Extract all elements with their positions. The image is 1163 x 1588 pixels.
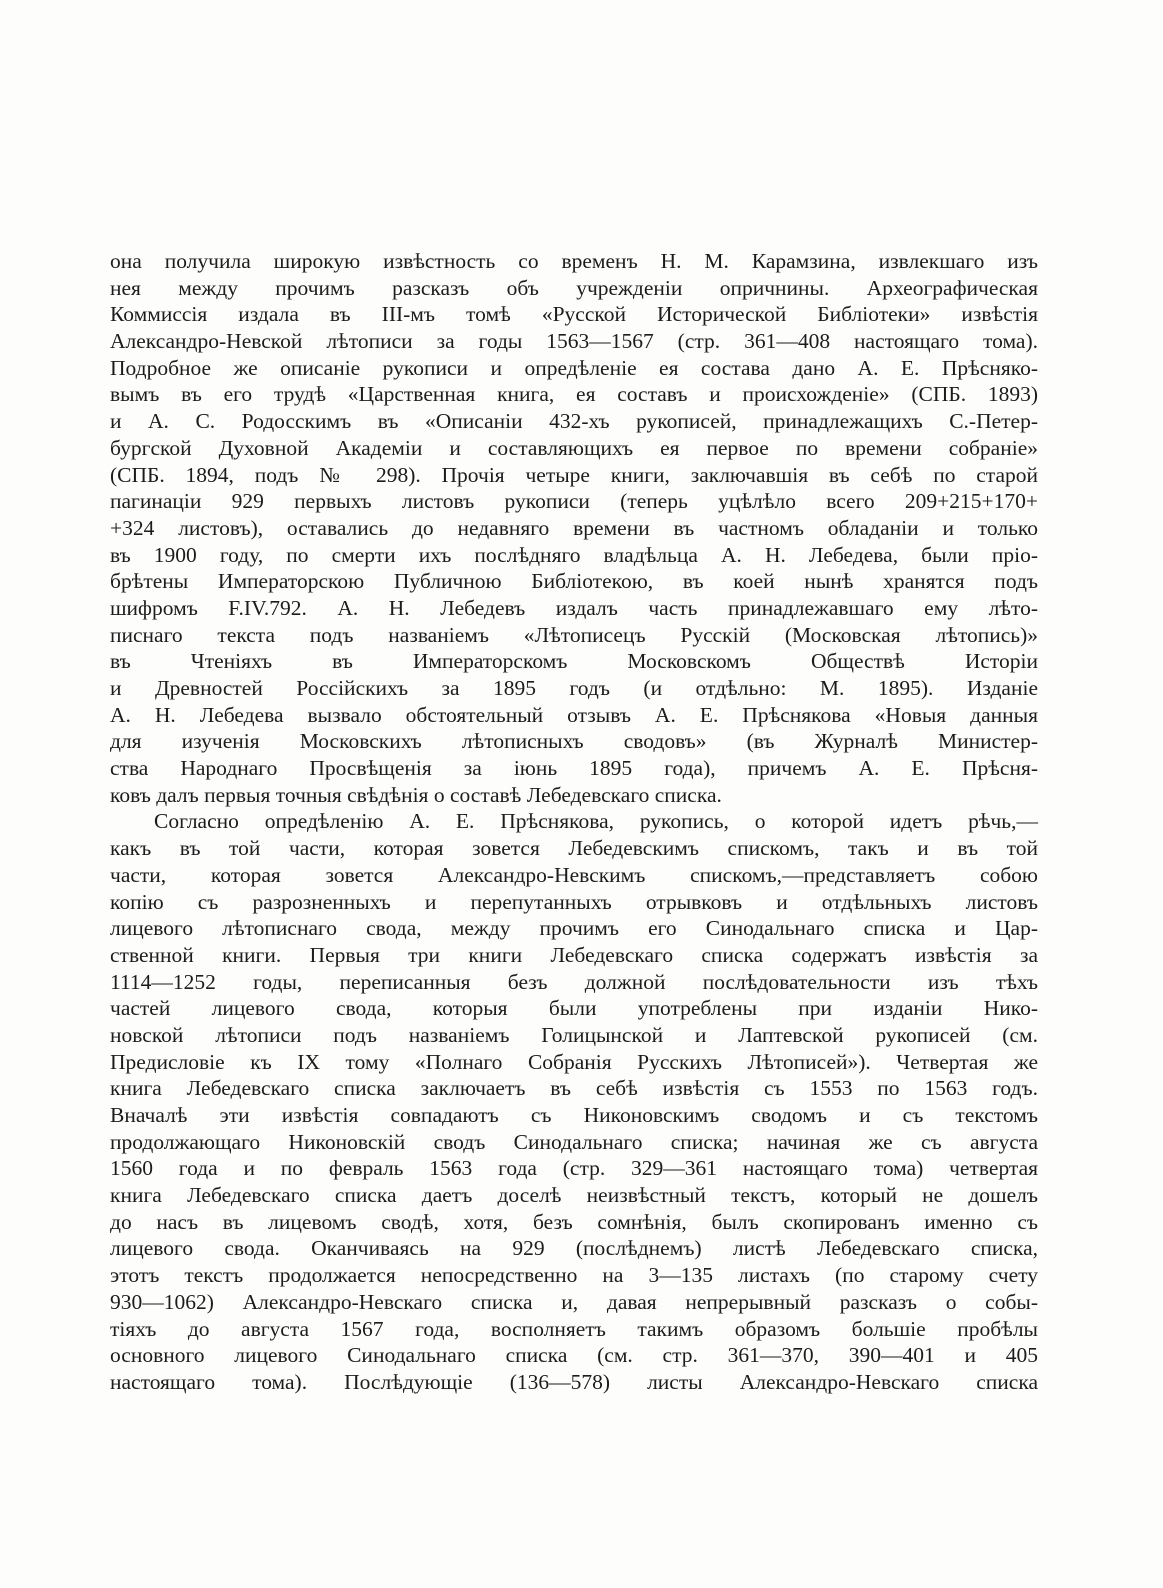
text-line: 1114—1252 годы, переписанныя безъ должной послѣдовательности изъ тѣхъ <box>110 969 1038 994</box>
text-line: ства Народнаго Просвѣщенія за іюнь 1895 года), причемъ А. Е. Прѣсня- <box>110 756 1038 781</box>
text-line: бургской Духовной Академіи и составляющихъ ея первое по времени собраніе» <box>110 435 1038 460</box>
text-line: +324 листовъ), оставались до недавняго времени въ частномъ обладаніи и только <box>110 515 1038 540</box>
text-line: новской лѣтописи подъ названіемъ Голицынской и Лаптевской рукописей (см. <box>110 1022 1038 1047</box>
text-line: продолжающаго Никоновскій сводъ Синодальнаго списка; начиная же съ августа <box>110 1129 1038 1154</box>
text-line: пагинаціи 929 первыхъ листовъ рукописи (теперь уцѣлѣло всего 209+215+170+ <box>110 489 1038 514</box>
text-line: основного лицевого Синодальнаго списка (см. стр. 361—370, 390—401 и 405 <box>110 1343 1038 1368</box>
text-line: брѣтены Императорскою Публичною Библіотекою, въ коей нынѣ хранятся подъ <box>110 569 1038 594</box>
text-line: и А. С. Родосскимъ въ «Описаніи 432-хъ рукописей, принадлежащихъ С.-Петер- <box>110 409 1038 434</box>
text-line: ственной книги. Первыя три книги Лебедевскаго списка содержатъ извѣстія за <box>110 942 1038 967</box>
text-line: копію съ разрозненныхъ и перепутанныхъ отрывковъ и отдѣльныхъ листовъ <box>110 889 1038 914</box>
text-line: А. Н. Лебедева вызвало обстоятельный отзывъ А. Е. Прѣснякова «Новыя данныя <box>110 702 1038 727</box>
text-line: Согласно опредѣленію А. Е. Прѣснякова, рукопись, о которой идетъ рѣчь,— <box>154 809 1038 834</box>
text-line: писнаго текста подъ названіемъ «Лѣтописецъ Русскій (Московская лѣтопись)» <box>110 622 1038 647</box>
text-line: нея между прочимъ разсказъ объ учрежденіи опричнины. Археографическая <box>110 275 1038 300</box>
text-line: Предисловіе къ IX тому «Полнаго Собранія Русскихъ Лѣтописей»). Четвертая же <box>110 1049 1038 1074</box>
text-line: до насъ въ лицевомъ сводѣ, хотя, безъ сомнѣнія, былъ скопированъ именно съ <box>110 1209 1038 1234</box>
text-line: части, которая зовется Александро-Невскимъ спискомъ,—представляетъ собою <box>110 862 1038 887</box>
text-line: 930—1062) Александро-Невскаго списка и, давая непрерывный разсказъ о собы- <box>110 1289 1038 1314</box>
text-line: ковъ далъ первыя точныя свѣдѣнія о составѣ Лебедевскаго списка. <box>110 782 722 807</box>
text-line: Коммиссія издала въ III-мъ томѣ «Русской Исторической Библіотеки» извѣстія <box>110 302 1038 327</box>
text-line: лицевого лѣтописнаго свода, между прочимъ его Синодальнаго списка и Цар- <box>110 916 1038 941</box>
text-line: 1560 года и по февраль 1563 года (стр. 329—361 настоящаго тома) четвертая <box>110 1156 1038 1181</box>
text-line: тіяхъ до августа 1567 года, восполняетъ такимъ образомъ большіе пробѣлы <box>110 1316 1038 1341</box>
text-line: частей лицевого свода, которыя были употреблены при изданіи Нико- <box>110 996 1038 1021</box>
text-line: и Древностей Россійскихъ за 1895 годъ (и отдѣльно: М. 1895). Изданіе <box>110 676 1038 700</box>
text-line: она получила широкую извѣстность со временъ Н. М. Карамзина, извлекшаго изъ <box>110 249 1038 273</box>
text-line: книга Лебедевскаго списка заключаетъ въ себѣ извѣстія съ 1553 по 1563 годъ. <box>110 1076 1038 1101</box>
text-line: Вначалѣ эти извѣстія совпадаютъ съ Никоновскимъ сводомъ и съ текстомъ <box>110 1103 1038 1127</box>
text-line: Подробное же описаніе рукописи и опредѣленіе ея состава дано А. Е. Прѣсняко- <box>110 355 1038 380</box>
text-line: для изученія Московскихъ лѣтописныхъ сводовъ» (въ Журналѣ Министер- <box>110 729 1038 754</box>
text-line: настоящаго тома). Послѣдующіе (136—578) листы Александро-Невскаго списка <box>110 1369 1038 1394</box>
text-line: въ 1900 году, по смерти ихъ послѣдняго владѣльца А. Н. Лебедева, были пріо- <box>110 542 1038 567</box>
text-line: книга Лебедевскаго списка даетъ доселѣ неизвѣстный текстъ, который не дошелъ <box>110 1183 1038 1208</box>
text-line: этотъ текстъ продолжается непосредственно на 3—135 листахъ (по старому счету <box>110 1263 1038 1288</box>
text-line: какъ въ той части, которая зовется Лебедевскимъ спискомъ, такъ и въ той <box>110 836 1038 861</box>
text-line: (СПБ. 1894, подъ № 298). Прочія четыре книги, заключавшія въ себѣ по старой <box>110 462 1038 487</box>
text-line: шифромъ F.IV.792. А. Н. Лебедевъ издалъ часть принадлежавшаго ему лѣто- <box>110 595 1038 620</box>
body-text <box>110 248 1038 1396</box>
text-line: въ Чтеніяхъ въ Императорскомъ Московскомъ Обществѣ Исторіи <box>110 649 1038 674</box>
text-line: вымъ въ его трудѣ «Царственная книга, ея составъ и происхожденіе» (СПБ. 1893) <box>110 382 1038 407</box>
text-line: лицевого свода. Оканчиваясь на 929 (послѣднемъ) листѣ Лебедевскаго списка, <box>110 1236 1038 1261</box>
text-line: Александро-Невской лѣтописи за годы 1563—1567 (стр. 361—408 настоящаго тома). <box>110 329 1038 354</box>
